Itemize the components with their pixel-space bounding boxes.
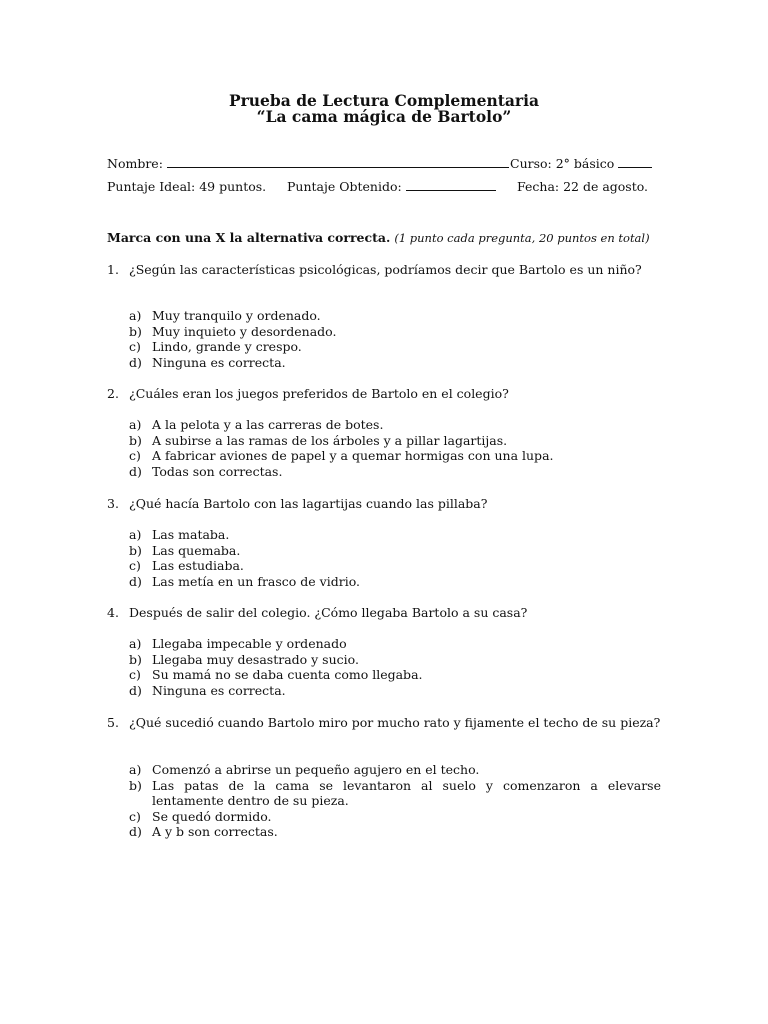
option-c[interactable]: [129, 339, 661, 355]
fecha-text: Fecha: 22 de agosto.: [517, 179, 649, 194]
question-5-options: [129, 762, 661, 840]
instructions-main: Marca con una X la alternativa correcta.: [107, 230, 391, 245]
question-2: [107, 386, 661, 402]
option-letter: d): [129, 682, 142, 698]
option-letter: d): [129, 463, 142, 479]
option-d[interactable]: [129, 683, 661, 699]
name-row: [107, 156, 509, 171]
option-text: Comenzó a abrirse un pequeño agujero en el techo.: [152, 762, 480, 777]
option-letter: b): [129, 323, 142, 339]
curso-field[interactable]: [618, 156, 652, 168]
option-text: Las metía en un frasco de vidrio.: [152, 573, 360, 589]
option-letter: a): [129, 762, 142, 777]
question-number: 2.: [107, 386, 119, 401]
puntaje-obtenido-field[interactable]: [406, 179, 496, 191]
option-c[interactable]: [129, 448, 661, 464]
option-a[interactable]: [129, 527, 661, 543]
option-text: Llegaba impecable y ordenado: [152, 636, 347, 651]
question-number: 5.: [107, 715, 119, 730]
option-text: Ninguna es correcta.: [152, 354, 286, 370]
option-b[interactable]: [129, 433, 661, 449]
option-b[interactable]: [129, 778, 661, 809]
option-d[interactable]: [129, 824, 661, 840]
option-text: Su mamá no se daba cuenta como llegaba.: [152, 667, 423, 682]
option-letter: c): [129, 339, 141, 354]
question-4-options: [129, 636, 661, 698]
option-text: A fabricar aviones de papel y a quemar hormigas con una lupa.: [152, 448, 554, 463]
question-text: ¿Según las características psicológicas, podríamos decir que Bartolo es un niño?: [129, 262, 642, 277]
question-3-options: [129, 527, 661, 589]
option-letter: a): [129, 636, 142, 651]
question-number: 3.: [107, 496, 119, 511]
option-letter: d): [129, 573, 142, 589]
option-letter: a): [129, 308, 142, 323]
question-text: ¿Qué hacía Bartolo con las lagartijas cuando las pillaba?: [129, 496, 488, 511]
option-a[interactable]: [129, 308, 661, 324]
option-b[interactable]: [129, 324, 661, 340]
question-text: ¿Cuáles eran los juegos preferidos de Bartolo en el colegio?: [129, 386, 509, 401]
question-2-options: [129, 417, 661, 479]
option-letter: b): [129, 432, 142, 448]
option-text: Las mataba.: [152, 527, 230, 542]
option-letter: d): [129, 354, 142, 370]
question-text: ¿Qué sucedió cuando Bartolo miro por mucho rato y fijamente el techo de su pieza?: [129, 715, 661, 730]
option-a[interactable]: [129, 417, 661, 433]
book-title: “La cama mágica de Bartolo”: [256, 107, 512, 126]
option-text: Las quemaba.: [152, 542, 241, 558]
option-b[interactable]: [129, 652, 661, 668]
option-d[interactable]: [129, 464, 661, 480]
option-text: Las patas de la cama se levantaron al suelo y comenzaron a elevarse lentamente dentro de su pieza.: [152, 777, 661, 808]
option-letter: c): [129, 808, 141, 824]
option-letter: a): [129, 527, 142, 542]
option-text: Ninguna es correcta.: [152, 682, 286, 698]
worksheet-title: Prueba de Lectura Complementaria: [228, 91, 540, 110]
option-letter: c): [129, 448, 141, 463]
puntaje-ideal: Puntaje Ideal: 49 puntos.: [107, 179, 267, 194]
option-text: Todas son correctas.: [152, 463, 283, 479]
question-1: [107, 262, 661, 278]
option-text: A subirse a las ramas de los árboles y a pillar lagartijas.: [152, 432, 508, 448]
option-letter: d): [129, 824, 142, 839]
option-letter: a): [129, 417, 142, 432]
option-text: Las estudiaba.: [152, 558, 244, 573]
option-c[interactable]: [129, 667, 661, 683]
option-a[interactable]: [129, 762, 661, 778]
option-b[interactable]: [129, 543, 661, 559]
option-a[interactable]: [129, 636, 661, 652]
option-letter: c): [129, 558, 141, 573]
option-d[interactable]: [129, 574, 661, 590]
option-text: Se quedó dormido.: [152, 808, 272, 824]
question-text: Después de salir del colegio. ¿Cómo llegaba Bartolo a su casa?: [129, 605, 528, 620]
nombre-label: Nombre:: [107, 156, 163, 171]
option-text: Llegaba muy desastrado y sucio.: [152, 651, 359, 667]
puntaje-obtenido-row: [287, 179, 496, 194]
question-5: [107, 715, 661, 731]
option-d[interactable]: [129, 355, 661, 371]
question-4: [107, 605, 661, 621]
question-3: [107, 496, 661, 512]
option-text: Muy inquieto y desordenado.: [152, 323, 337, 339]
question-number: 4.: [107, 605, 119, 620]
curso-label: Curso: 2° básico: [510, 156, 615, 171]
nombre-field[interactable]: [167, 156, 509, 168]
instructions: [107, 230, 650, 245]
option-letter: b): [129, 777, 142, 793]
curso-row: [510, 156, 652, 171]
option-text: A la pelota y a las carreras de botes.: [152, 417, 384, 432]
option-letter: b): [129, 651, 142, 667]
option-text: Lindo, grande y crespo.: [152, 339, 302, 354]
puntaje-obtenido-label: Puntaje Obtenido:: [287, 179, 402, 194]
option-c[interactable]: [129, 809, 661, 825]
instructions-note: (1 punto cada pregunta, 20 puntos en total): [394, 231, 650, 245]
option-c[interactable]: [129, 558, 661, 574]
option-text: Muy tranquilo y ordenado.: [152, 308, 321, 323]
question-number: 1.: [107, 262, 119, 277]
option-letter: c): [129, 667, 141, 682]
question-1-options: [129, 308, 661, 370]
option-letter: b): [129, 542, 142, 558]
option-text: A y b son correctas.: [152, 824, 278, 839]
